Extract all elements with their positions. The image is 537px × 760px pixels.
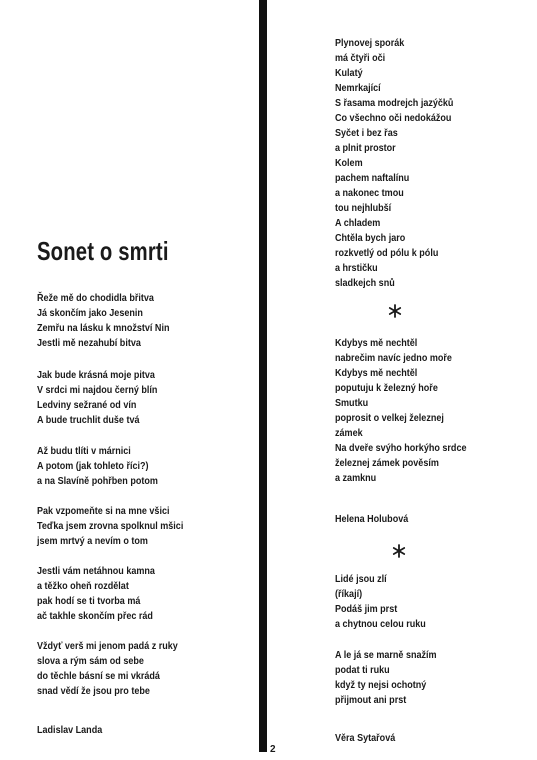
poem-line: má čtyři oči: [335, 52, 386, 64]
poem-line: Já skončím jako Jesenin: [37, 307, 143, 319]
poem-line: a chytnou celou ruku: [335, 618, 426, 630]
poem-line: podat ti ruku: [335, 664, 390, 676]
poem-line: (říkají): [335, 588, 363, 600]
poem-line: Řeže mě do chodidla břitva: [37, 292, 154, 304]
stanza-3: [37, 444, 178, 489]
poem-line: Plynovej sporák: [335, 37, 405, 49]
author-name: Věra Sytařová: [335, 732, 396, 744]
poem-line: Teďka jsem zrovna spolknul mšici: [37, 520, 184, 532]
poem-gas-stove: [335, 36, 473, 291]
poem-line: Ledviny sežrané od vín: [37, 399, 137, 411]
poem-line: železnej zámek pověsím: [335, 457, 439, 469]
poem-line: Co všechno oči nedokážou: [335, 112, 452, 124]
poem-line: Až budu tlíti v márnici: [37, 445, 131, 457]
poem-line: A chladem: [335, 217, 381, 229]
stanza-2: [37, 368, 177, 428]
poem-line: V srdci mi najdou černý blín: [37, 384, 158, 396]
page-number: 2: [270, 744, 276, 755]
poem-title: Sonet o smrti: [37, 236, 169, 266]
poem-line: a těžko oheň rozdělat: [37, 580, 129, 592]
poem-line: poputuju k železný hoře: [335, 382, 438, 394]
poem-line: a zamknu: [335, 472, 377, 484]
poem-line: A bude truchlit duše tvá: [37, 414, 140, 426]
poem-line: Podáš jim prst: [335, 603, 398, 615]
poem-line: a na Slavíně pohřben potom: [37, 475, 158, 487]
poem-line: Chtěla bych jaro: [335, 232, 406, 244]
stanza-1: [37, 291, 191, 351]
stanza-5: [37, 564, 174, 624]
poem-line: tou nejhlubší: [335, 202, 392, 214]
poem-line: jsem mrtvý a nevím o tom: [37, 535, 148, 547]
asterisk-divider-icon: [391, 543, 407, 559]
poem-line: ač takhle skončím přec rád: [37, 610, 153, 622]
poem-line: přijmout ani prst: [335, 694, 407, 706]
poem-line: Kdybys mě nechtěl: [335, 337, 418, 349]
poem-line: A le já se marně snažím: [335, 649, 437, 661]
poem-if-you-dont-want-me: [335, 336, 488, 486]
poem-line: do těchle básní se mi vkrádá: [37, 670, 160, 682]
poem-line: snad vědí že jsou pro tebe: [37, 685, 150, 697]
poem-line: Jestli vám netáhnou kamna: [37, 565, 155, 577]
poem-line: pak hodí se ti tvorba má: [37, 595, 141, 607]
poem-line: poprosit o velkej železnej: [335, 412, 444, 424]
poem-line: Nemrkající: [335, 82, 381, 94]
stanza-6: [37, 639, 201, 699]
poem-line: Vždyť verš mi jenom padá z ruky: [37, 640, 178, 652]
poem-line: když ty nejsi ochotný: [335, 679, 427, 691]
poem-line: Jestli mě nezahubí bitva: [37, 337, 141, 349]
poem-line: Kdybys mě nechtěl: [335, 367, 418, 379]
poem-line: Kolem: [335, 157, 363, 169]
poem-line: a nakonec tmou: [335, 187, 404, 199]
author-name: Helena Holubová: [335, 513, 409, 525]
poem-line: pachem naftalínu: [335, 172, 410, 184]
poem-line: Lidé jsou zlí: [335, 573, 387, 585]
poem-line: slova a rým sám od sebe: [37, 655, 144, 667]
poem-line: A potom (jak tohleto říci?): [37, 460, 149, 472]
poem-line: S řasama modrejch jazýčků: [335, 97, 454, 109]
author-name: Ladislav Landa: [37, 724, 103, 736]
poem-line: zámek: [335, 427, 363, 439]
poem-line: rozkvetlý od pólu k pólu: [335, 247, 439, 259]
poem-line: nabrečim navíc jedno moře: [335, 352, 452, 364]
poem-line: Smutku: [335, 397, 369, 409]
poem-line: Kulatý: [335, 67, 363, 79]
poem-people-are-evil-stanza-2: [335, 648, 453, 708]
poem-line: Jak bude krásná moje pitva: [37, 369, 155, 381]
poem-line: sladkejch snů: [335, 277, 395, 289]
center-divider: [259, 0, 267, 752]
asterisk-divider-icon: [387, 303, 403, 319]
poem-line: Zemřu na lásku k množství Nin: [37, 322, 170, 334]
poem-people-are-evil-stanza-1: [335, 572, 441, 632]
poem-line: Syčet i bez řas: [335, 127, 398, 139]
poem-line: Na dveře svýho horkýho srdce: [335, 442, 467, 454]
poem-line: a plnit prostor: [335, 142, 396, 154]
poem-line: Pak vzpomeňte si na mne všici: [37, 505, 170, 517]
stanza-4: [37, 504, 207, 549]
poem-line: a hrstičku: [335, 262, 378, 274]
